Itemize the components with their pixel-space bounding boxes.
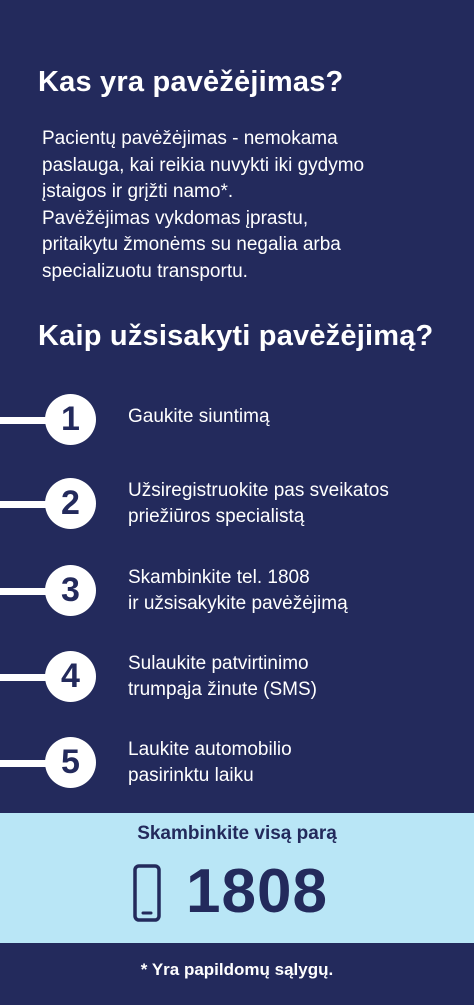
call-callout bbox=[0, 813, 474, 943]
step-text bbox=[128, 651, 448, 703]
step-text-line: Gaukite siuntimą bbox=[128, 406, 270, 427]
step-4 bbox=[0, 647, 474, 707]
step-text-line: ir užsisakykite pavėžėjimą bbox=[128, 593, 348, 614]
step-text-line: pasirinktu laiku bbox=[128, 765, 254, 786]
intro-line: pritaikytu žmonėms su negalia arba bbox=[42, 234, 341, 255]
step-number: 4 bbox=[45, 651, 96, 702]
step-text-line: Skambinkite tel. 1808 bbox=[128, 567, 310, 588]
step-text-line: Laukite automobilio bbox=[128, 739, 292, 760]
step-number: 2 bbox=[45, 478, 96, 529]
step-text-line: priežiūros specialistą bbox=[128, 506, 305, 527]
intro-line: paslauga, kai reikia nuvykti iki gydymo bbox=[42, 154, 365, 176]
step-text bbox=[128, 737, 448, 789]
step-3 bbox=[0, 561, 474, 621]
heading-how-to-order: Kaip užsisakyti pavėžėjimą? bbox=[38, 320, 434, 352]
intro-text bbox=[42, 126, 442, 285]
step-1 bbox=[0, 390, 474, 450]
step-text-line: trumpąja žinute (SMS) bbox=[128, 679, 318, 700]
step-text-line: Sulaukite patvirtinimo bbox=[128, 653, 309, 674]
step-5 bbox=[0, 733, 474, 793]
step-text bbox=[128, 565, 448, 617]
intro-line: specializuotu transportu. bbox=[42, 260, 248, 282]
step-text-line: Užsiregistruokite pas sveikatos bbox=[128, 480, 389, 501]
intro-line: Pacientų pavėžėjimas - nemokama bbox=[42, 128, 338, 149]
intro-line: Pavėžėjimas vykdomas įprastu, bbox=[42, 207, 309, 229]
step-number: 1 bbox=[45, 394, 96, 445]
phone-number[interactable]: 1808 bbox=[186, 857, 328, 926]
smartphone-icon bbox=[133, 864, 161, 922]
heading-what-is: Kas yra pavėžėjimas? bbox=[38, 66, 344, 98]
step-text bbox=[128, 404, 448, 430]
step-number: 3 bbox=[45, 565, 96, 616]
footnote: * Yra papildomų sąlygų. bbox=[140, 960, 334, 979]
intro-line: įstaigos ir grįžti namo*. bbox=[42, 181, 234, 202]
callout-label: Skambinkite visą parą bbox=[137, 823, 337, 844]
step-text bbox=[128, 478, 448, 530]
step-number: 5 bbox=[45, 737, 96, 788]
step-2 bbox=[0, 474, 474, 534]
